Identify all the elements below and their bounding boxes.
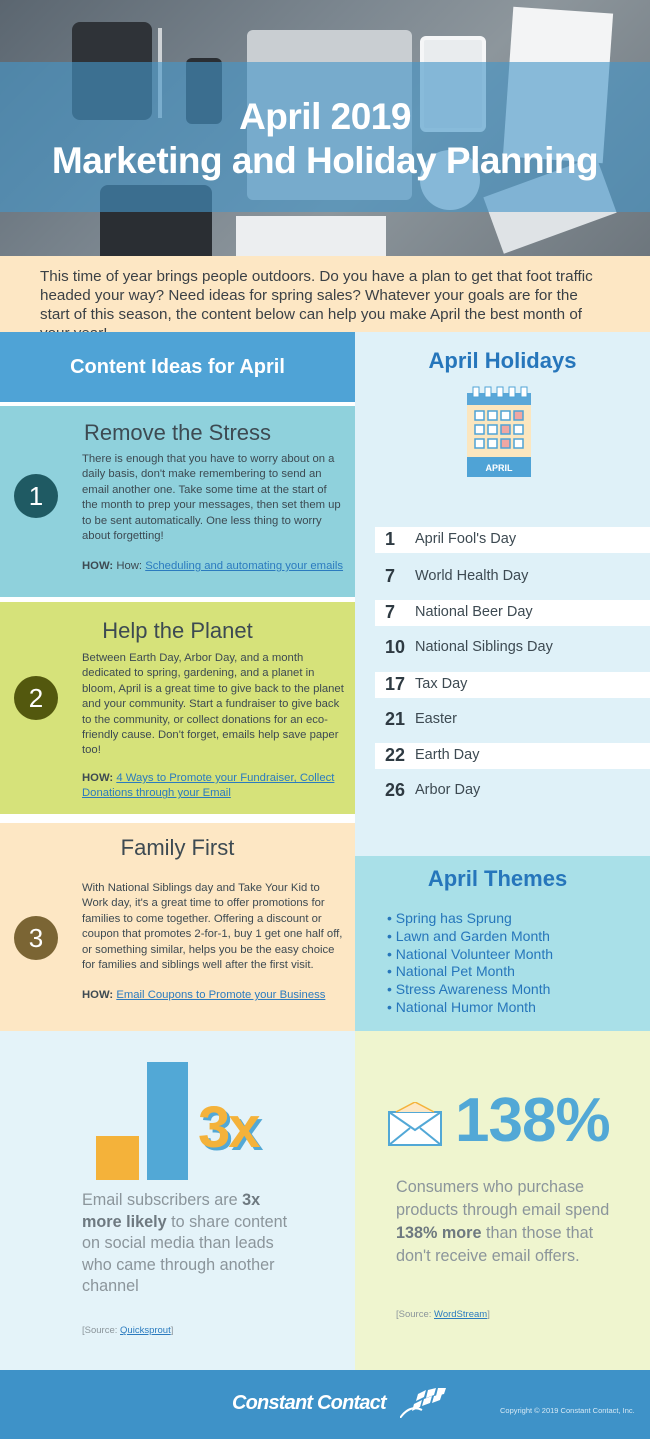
stat-right-text: Consumers who purchase products through email spend 138% more than those that don't receive email offers.: [396, 1178, 610, 1265]
holiday-row: [375, 527, 650, 553]
idea-number-badge: 3: [14, 916, 58, 960]
idea-card-body: With National Siblings day and Take Your Kid to Work day, it's a great time to offer promotions for families to come together. Offering a discount or coupon that promotes 2-for-1, buy 1 get one half off, or something similar, helps you be the easy choice for families and siblings well after the first visit.: [82, 882, 343, 972]
holiday-name: National Siblings Day: [415, 639, 553, 655]
constant-contact-logo[interactable]: Constant Contact: [232, 1392, 386, 1414]
page-title-line2: Marketing and Holiday Planning: [51, 140, 599, 181]
idea-number-badge: 2: [14, 676, 58, 720]
holiday-name: Earth Day: [415, 747, 480, 763]
how-link[interactable]: Email Coupons to Promote your Business: [116, 989, 326, 1001]
holiday-row: [375, 672, 650, 698]
page-title-line1: April 2019: [239, 96, 411, 137]
holiday-row: [375, 743, 650, 769]
logo-mark-icon: [400, 1388, 446, 1418]
stat-left-source: [Source: Quicksprout]: [82, 1325, 174, 1336]
idea-card-how: [82, 988, 344, 1003]
idea-card-3: [0, 823, 355, 1031]
holiday-name: Easter: [415, 711, 457, 727]
theme-item: • Spring has Sprung: [387, 910, 553, 928]
idea-number-badge: 1: [14, 474, 58, 518]
idea-card-how: [82, 559, 344, 574]
how-label: HOW:: [82, 989, 114, 1001]
holiday-row: [375, 707, 650, 733]
theme-item: • National Humor Month: [387, 999, 553, 1017]
calendar-label: APRIL: [485, 463, 513, 473]
source-link-quicksprout[interactable]: Quicksprout: [120, 1325, 171, 1336]
holiday-name: April Fool's Day: [415, 531, 517, 547]
hero-banner: [0, 0, 650, 256]
content-ideas-heading: Content Ideas for April: [0, 332, 355, 402]
bar-graphic-icon: [96, 1062, 192, 1180]
holiday-day: 26: [385, 780, 406, 800]
idea-card-title: Remove the Stress: [83, 420, 272, 445]
themes-list: [387, 910, 553, 1017]
how-prefix: How:: [116, 560, 146, 572]
themes-panel: [355, 856, 650, 1031]
holiday-day: 21: [385, 709, 406, 729]
envelope-icon: [388, 1102, 442, 1146]
how-link[interactable]: Scheduling and automating your emails: [145, 560, 344, 572]
holiday-name: World Health Day: [415, 568, 529, 584]
holiday-day: 1: [385, 529, 396, 549]
footer: [0, 1370, 650, 1439]
idea-card-title: Family First: [120, 835, 235, 860]
idea-card-title: Help the Planet: [102, 618, 253, 643]
report-image: [236, 216, 386, 256]
themes-heading: April Themes: [427, 866, 568, 891]
holiday-day: 17: [385, 674, 406, 694]
holiday-day: 7: [385, 602, 396, 622]
stat-right-source: [Source: WordStream]: [396, 1309, 490, 1320]
theme-item: • National Volunteer Month: [387, 946, 553, 964]
holiday-row: [375, 600, 650, 626]
holiday-day: 7: [385, 566, 396, 586]
how-label: HOW:: [82, 560, 114, 572]
holidays-heading: April Holidays: [428, 348, 577, 373]
idea-card-1: [0, 406, 355, 597]
calendar-icon: [467, 385, 531, 477]
theme-item: • National Pet Month: [387, 963, 553, 981]
stat-left-text: Email subscribers are 3x more likely to share content on social media than leads who came through another channel: [82, 1191, 288, 1295]
stat-138-percent: 138%: [455, 1086, 610, 1155]
holiday-day: 10: [385, 637, 406, 657]
idea-card-2: [0, 602, 355, 814]
holiday-row: [375, 564, 650, 590]
source-link-wordstream[interactable]: WordStream: [434, 1309, 488, 1320]
holiday-name: Tax Day: [415, 676, 468, 692]
intro-text: This time of year brings people outdoors. Do you have a plan to get that foot traffic headed your way? Need ideas for spring sales? Whatever your goals are for the start of this season, the content below can help you make April the best month of: [0, 256, 650, 332]
idea-card-body: There is enough that you have to worry about on a daily basis, don't make remembering to send an email another one. Take some time at the start of the month to prep your messages, then set them up to be sent automatically. One less thing to worry about forgetting!: [82, 453, 341, 543]
theme-item: • Lawn and Garden Month: [387, 928, 553, 946]
holiday-day: 22: [385, 745, 406, 765]
copyright-text: Copyright © 2019 Constant Contact, Inc.: [500, 1406, 635, 1415]
holidays-panel: [355, 332, 650, 856]
holiday-name: National Beer Day: [415, 604, 533, 620]
stat-3x: 3x: [198, 1095, 259, 1160]
holiday-row: [375, 778, 650, 804]
holiday-name: Arbor Day: [415, 782, 481, 798]
how-label: HOW:: [82, 772, 114, 784]
idea-card-body: Between Earth Day, Arbor Day, and a month dedicated to spring, gardening, and a planet in bloom, April is a great time to give back to the planet and your community. Start a fundraiser to give back to the community, or collect donations for an eco-friendly cause. Don't forget, emails help save paper too!: [82, 652, 344, 757]
holiday-row: [375, 635, 650, 661]
theme-item: • Stress Awareness Month: [387, 981, 553, 999]
how-link[interactable]: 4 Ways to Promote your Fundraiser, Collect Donations through your Email: [82, 772, 335, 800]
idea-card-how: [82, 771, 344, 802]
